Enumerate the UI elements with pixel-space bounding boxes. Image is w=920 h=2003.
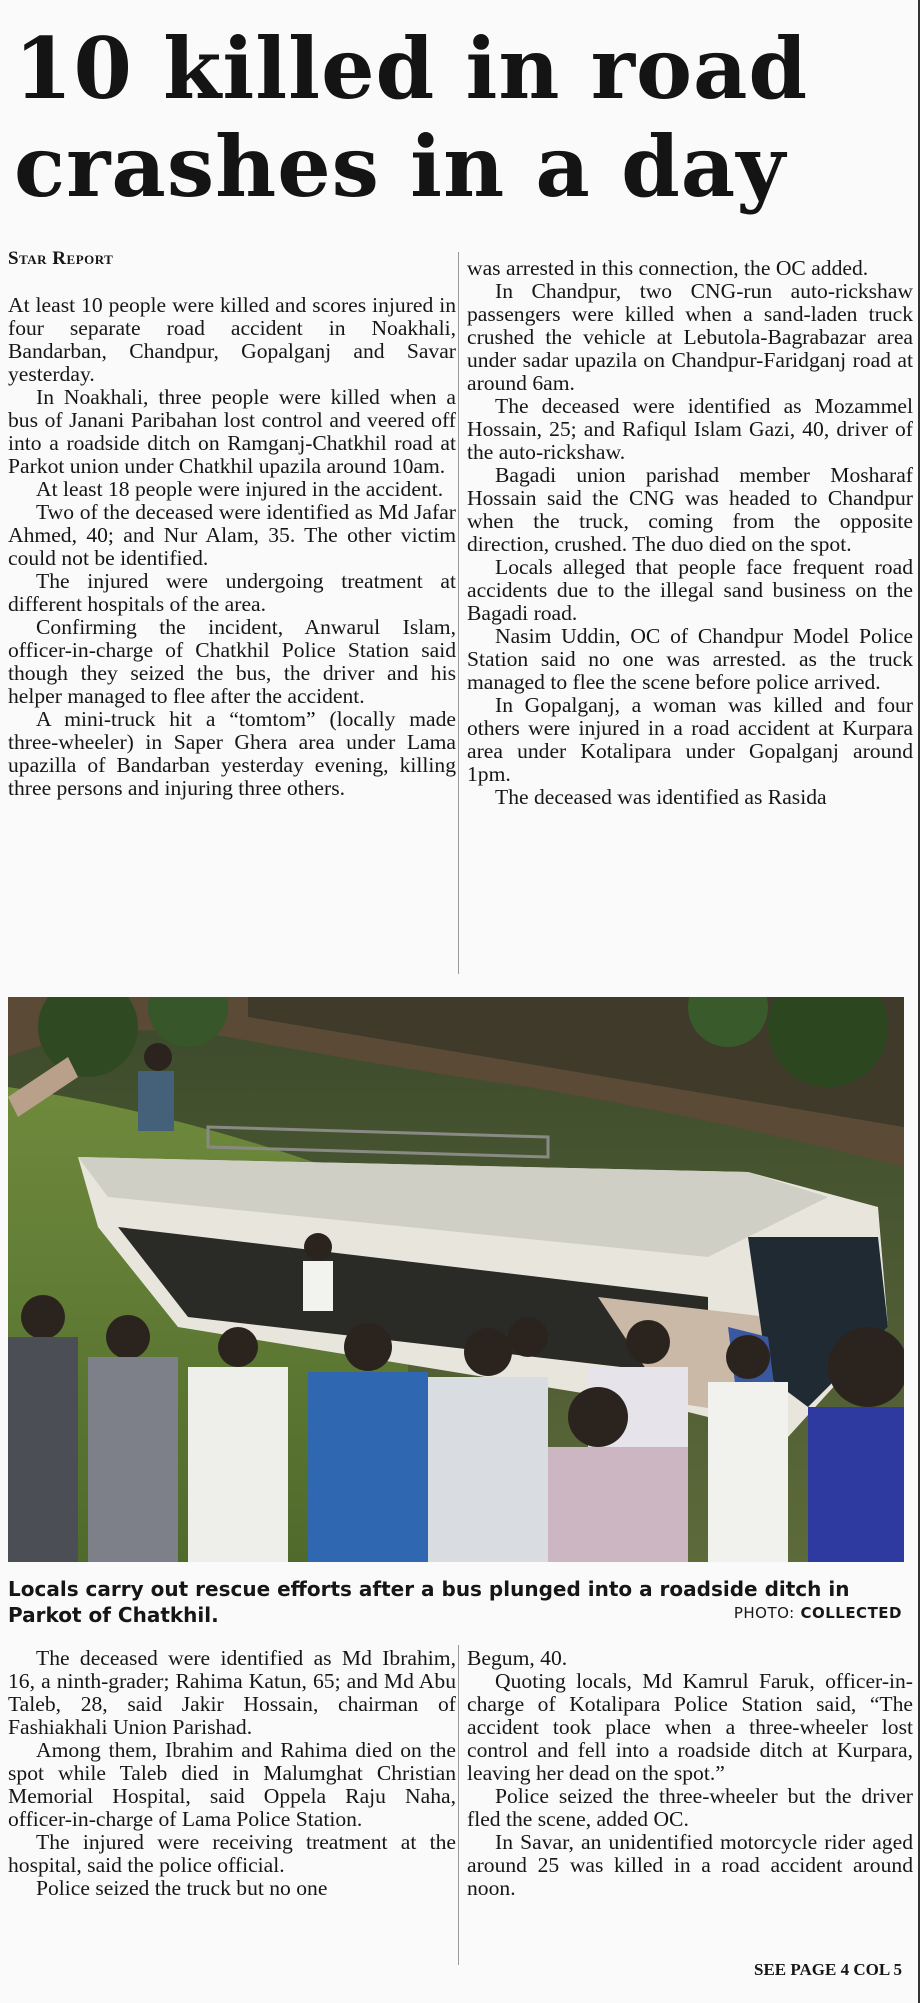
bus-crash-photo-illustration — [8, 997, 904, 1562]
headline — [14, 20, 894, 216]
paragraph: Quoting locals, Md Kamrul Faruk, officer-in-charge of Kotalipara Police Station said, “The accident took place when a three-wheeler lost control and fell into a roadside ditch at Kurpara, leaving her dead on the spot.” — [467, 1669, 913, 1785]
paragraph: The deceased were identified as Md Ibrahim, 16, a ninth-grader; Rahima Katun, 65; and Md Abu Taleb, 28, said Jakir Hossain, chairman of Fashiakhali Union Parishad. — [8, 1646, 456, 1739]
paragraph: The deceased were identified as Mozammel Hossain, 25; and Rafiqul Islam Gazi, 40, driver of the auto-rickshaw. — [467, 394, 913, 464]
paragraph: The injured were receiving treatment at the hospital, said the police official. — [8, 1830, 456, 1877]
paragraph: At least 10 people were killed and scores injured in four separate road accident in Noakhali, Bandarban, Chandpur, Gopalganj and Savar yesterday. — [8, 293, 456, 386]
continuation-jump-line: SEE PAGE 4 COL 5 — [754, 1960, 902, 1979]
paragraph: In Gopalganj, a woman was killed and four others were injured in a road accident at Kurpara area under Kotalipara under Gopalganj around 1pm. — [467, 693, 913, 786]
article-column-2 — [467, 257, 913, 809]
headline-line-2: crashes in a day — [14, 117, 787, 216]
paragraph: Begum, 40. — [467, 1646, 568, 1670]
photo-credit — [734, 1604, 902, 1622]
paragraph: was arrested in this connection, the OC added. — [467, 256, 869, 280]
headline-line-1: 10 killed in road — [14, 19, 809, 118]
photo-credit-label: PHOTO: — [733, 1604, 795, 1622]
article-column-4 — [467, 1647, 913, 1900]
paragraph: Nasim Uddin, OC of Chandpur Model Police Station said no one was arrested. as the truck managed to flee the scene before police arrived. — [467, 624, 913, 694]
paragraph: Locals alleged that people face frequent road accidents due to the illegal sand business on the Bagadi road. — [467, 555, 913, 625]
article-column-3 — [8, 1647, 456, 1900]
paragraph: Confirming the incident, Anwarul Islam, officer-in-charge of Chatkhil Police Station said though they seized the bus, the driver and his helper managed to flee after the accident. — [8, 615, 456, 708]
column-divider-top — [458, 252, 459, 974]
paragraph: Among them, Ibrahim and Rahima died on the spot while Taleb died in Malumghat Christian Memorial Hospital, said Oppela Raju Naha, officer-in-charge of Lama Police Station. — [8, 1738, 456, 1831]
paragraph: Police seized the three-wheeler but the driver fled the scene, added OC. — [467, 1784, 913, 1831]
column-divider-bottom — [458, 1645, 459, 1965]
paragraph: The deceased was identified as Rasida — [495, 785, 827, 809]
paragraph: In Savar, an unidentified motorcycle rider aged around 25 was killed in a road accident around noon. — [467, 1830, 913, 1900]
paragraph: Bagadi union parishad member Mosharaf Hossain said the CNG was headed to Chandpur when the truck, coming from the opposite direction, crushed. The duo died on the spot. — [467, 463, 913, 556]
paragraph: At least 18 people were injured in the accident. — [36, 477, 444, 501]
paragraph: Police seized the truck but no one — [36, 1876, 328, 1900]
photo-credit-source: COLLECTED — [800, 1604, 902, 1622]
paragraph: Two of the deceased were identified as Md Jafar Ahmed, 40; and Nur Alam, 35. The other victim could not be identified. — [8, 500, 456, 570]
paragraph: A mini-truck hit a “tomtom” (locally made three-wheeler) in Saper Ghera area under Lama upazilla of Bandarban yesterday evening, killing three persons and injuring three others. — [8, 707, 456, 800]
photo-caption: Locals carry out rescue efforts after a bus plunged into a roadside ditch in Parkot of Chatkhil. — [8, 1577, 850, 1627]
paragraph: In Noakhali, three people were killed when a bus of Janani Paribahan lost control and veered off into a roadside ditch on Ramganj-Chatkhil road at Parkot union under Chatkhil upazila around 10am. — [8, 385, 456, 478]
paragraph: In Chandpur, two CNG-run auto-rickshaw passengers were killed when a sand-laden truck crushed the vehicle at Lebutola-Bagrabazar area under sadar upazila on Chandpur-Faridganj road at around 6am. — [467, 279, 913, 395]
paragraph: The injured were undergoing treatment at different hospitals of the area. — [8, 569, 456, 616]
news-photo — [8, 997, 904, 1562]
byline: Star Report — [8, 248, 114, 269]
article-column-1 — [8, 294, 456, 800]
